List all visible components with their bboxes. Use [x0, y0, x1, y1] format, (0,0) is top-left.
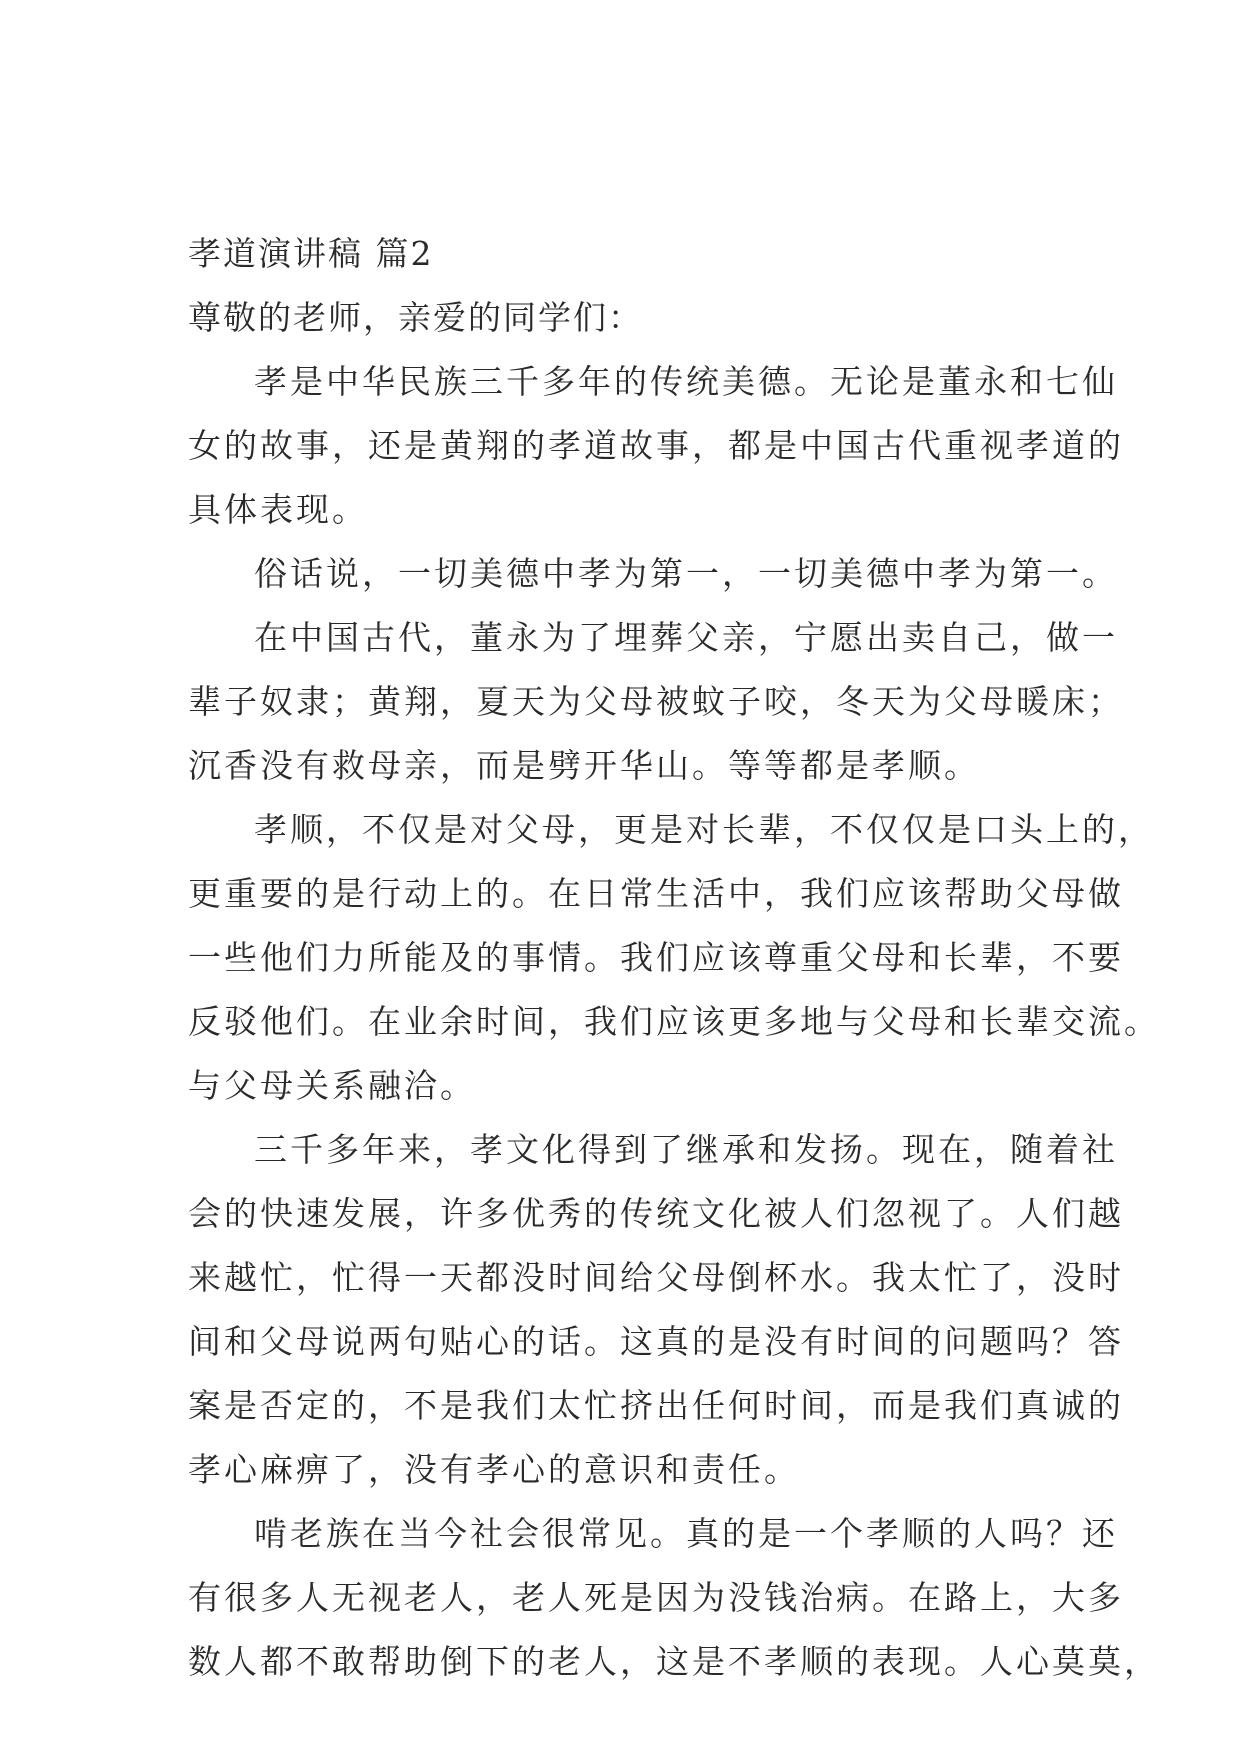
paragraph-line: 孝是中华民族三千多年的传统美德。无论是董永和七仙 [254, 362, 1118, 401]
paragraph-6 [188, 1502, 1160, 1694]
paragraph-line: 具体表现。 [188, 490, 368, 529]
paragraph-line: 与父母关系融洽。 [188, 1066, 476, 1105]
paragraph-line: 沉香没有救母亲，而是劈开华山。等等都是孝顺。 [188, 746, 980, 785]
paragraph-3 [188, 606, 1124, 798]
paragraph-line: 辈子奴隶；黄翔，夏天为父母被蚊子咬，冬天为父母暖床； [188, 682, 1124, 721]
paragraph-line: 有很多人无视老人，老人死是因为没钱治病。在路上，大多 [188, 1578, 1124, 1617]
paragraph-line: 来越忙，忙得一天都没时间给父母倒杯水。我太忙了，没时 [188, 1258, 1124, 1297]
paragraph-5 [188, 1118, 1124, 1502]
paragraph-line: 孝顺，不仅是对父母，更是对长辈，不仅仅是口头上的， [254, 810, 1154, 849]
paragraph-line: 案是否定的，不是我们太忙挤出任何时间，而是我们真诚的 [188, 1386, 1124, 1425]
paragraph-line: 数人都不敢帮助倒下的老人，这是不孝顺的表现。人心莫莫， [188, 1642, 1160, 1681]
paragraph-line: 女的故事，还是黄翔的孝道故事，都是中国古代重视孝道的 [188, 426, 1124, 465]
paragraph-4 [188, 798, 1160, 1118]
paragraph-line: 一些他们力所能及的事情。我们应该尊重父母和长辈，不要 [188, 938, 1124, 977]
paragraph-line: 三千多年来，孝文化得到了继承和发扬。现在，随着社 [254, 1130, 1118, 1169]
paragraph-line: 在中国古代，董永为了埋葬父亲，宁愿出卖自己，做一 [254, 618, 1118, 657]
greeting: 尊敬的老师，亲爱的同学们： [188, 298, 643, 337]
paragraph-2 [188, 542, 1118, 606]
paragraph-line: 孝心麻痹了，没有孝心的意识和责任。 [188, 1450, 800, 1489]
document-body [188, 222, 1160, 1694]
paragraph-line: 反驳他们。在业余时间，我们应该更多地与父母和长辈交流。 [188, 1002, 1160, 1041]
paragraph-line: 俗话说，一切美德中孝为第一，一切美德中孝为第一。 [254, 554, 1118, 593]
document-title: 孝道演讲稿 篇2 [188, 234, 434, 273]
paragraph-line: 更重要的是行动上的。在日常生活中，我们应该帮助父母做 [188, 874, 1124, 913]
paragraph-1 [188, 350, 1124, 542]
paragraph-line: 间和父母说两句贴心的话。这真的是没有时间的问题吗？答 [188, 1322, 1124, 1361]
paragraph-line: 会的快速发展，许多优秀的传统文化被人们忽视了。人们越 [188, 1194, 1124, 1233]
paragraph-line: 啃老族在当今社会很常见。真的是一个孝顺的人吗？还 [254, 1514, 1118, 1553]
